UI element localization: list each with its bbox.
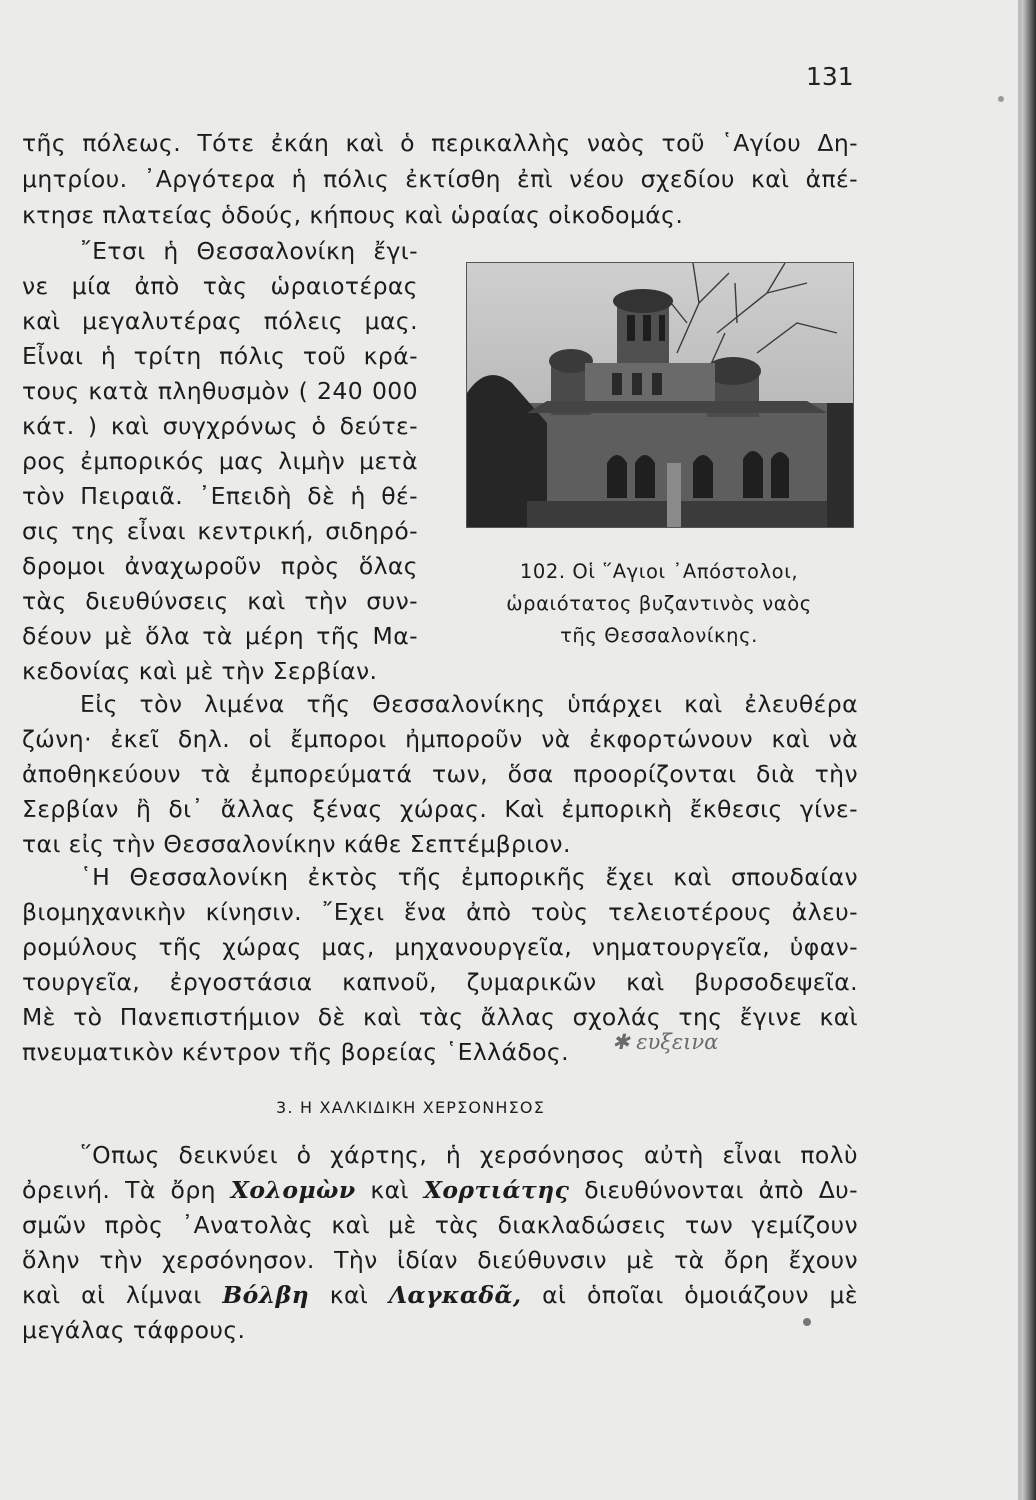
- text-run: καὶ: [329, 1281, 369, 1309]
- figure-caption: τῆς Θεσσαλονίκης.: [560, 624, 758, 647]
- text-line: καὶ μεγαλυτέρας πόλεις μας.: [22, 307, 418, 335]
- text-line: Εἶναι ἡ τρίτη πόλις τοῦ κρά-: [22, 342, 418, 370]
- text-line: τὸν Πειραιᾶ. ᾿Επειδὴ δὲ ἡ θέ-: [22, 482, 418, 510]
- text-line: ἀποθηκεύουν τὰ ἐμπορεύματά των, ὅσα προορίζονται διὰ τὴν: [22, 760, 858, 788]
- text-line: ῞Οπως δεικνύει ὁ χάρτης, ἡ χερσόνησος αὐτὴ εἶναι πολὺ: [80, 1141, 858, 1169]
- lake-name: Βόλβη: [222, 1281, 310, 1309]
- section-heading: 3. Η ΧΑΛΚΙΔΙΚΗ ΧΕΡΣΟΝΗΣΟΣ: [276, 1098, 546, 1117]
- text-line: τους κατὰ πληθυσμὸν ( 240 000: [22, 377, 418, 405]
- text-line: νε μία ἀπὸ τὰς ὡραιοτέρας: [22, 272, 418, 300]
- paper-speck: [998, 96, 1004, 102]
- church-photograph: [466, 262, 854, 528]
- text-line: ρος ἐμπορικός μας λιμὴν μετὰ: [22, 447, 418, 475]
- text-run: διευθύνονται ἀπὸ Δυ-: [584, 1176, 859, 1204]
- handwritten-note: ✱ ευξεινα: [612, 1030, 719, 1054]
- text-line: Εἰς τὸν λιμένα τῆς Θεσσαλονίκης ὑπάρχει καὶ ἐλευθέρα: [80, 690, 858, 718]
- text-run: καὶ αἱ λίμναι: [22, 1281, 202, 1309]
- text-line: κάτ. ) καὶ συγχρόνως ὁ δεύτε-: [22, 412, 418, 440]
- text-line: ῾Η Θεσσαλονίκη ἐκτὸς τῆς ἐμπορικῆς ἔχει καὶ σπουδαίαν: [80, 863, 858, 891]
- text-line: ρομύλους τῆς χώρας μας, μηχανουργεῖα, νηματουργεῖα, ὑφαν-: [22, 933, 858, 961]
- text-line: μητρίου. ᾿Αργότερα ἡ πόλις ἐκτίσθη ἐπὶ νέου σχεδίου καὶ ἀπέ-: [22, 165, 858, 193]
- text-line: [22, 1281, 859, 1309]
- mountain-name: Χολομὼν: [230, 1176, 356, 1204]
- text-line: ζώνη· ἐκεῖ δηλ. οἱ ἔμποροι ἠμποροῦν νὰ ἐκφορτώνουν καὶ νὰ: [22, 725, 858, 753]
- text-line: κεδονίας καὶ μὲ τὴν Σερβίαν.: [22, 657, 378, 685]
- text-line: Μὲ τὸ Πανεπιστήμιον δὲ καὶ τὰς ἄλλας σχολάς της ἔγινε καὶ: [22, 1003, 858, 1031]
- text-line: τουργεῖα, ἐργοστάσια καπνοῦ, ζυμαρικῶν καὶ βυρσοδεψεῖα.: [22, 968, 858, 996]
- figure-caption: 102. Οἱ ῞Αγιοι ᾿Απόστολοι,: [519, 560, 799, 583]
- lake-name: Λαγκαδᾶ,: [388, 1281, 522, 1309]
- text-run: αἱ ὁποῖαι ὁμοιάζουν μὲ: [542, 1281, 859, 1309]
- page-number: 131: [806, 62, 854, 91]
- text-line: ῎Ετσι ἡ Θεσσαλονίκη ἔγι-: [80, 237, 418, 265]
- text-line: κτησε πλατείας ὁδούς, κήπους καὶ ὡραίας οἰκοδομάς.: [22, 201, 684, 229]
- text-line: σμῶν πρὸς ᾿Ανατολὰς καὶ μὲ τὰς διακλαδώσεις των γεμίζουν: [22, 1211, 858, 1239]
- text-line: τῆς πόλεως. Τότε ἐκάη καὶ ὁ περικαλλὴς ναὸς τοῦ ῾Αγίου Δη-: [22, 129, 858, 157]
- text-line: δρομοι ἀναχωροῦν πρὸς ὅλας: [22, 552, 418, 580]
- text-line: σις της εἶναι κεντρική, σιδηρό-: [22, 517, 418, 545]
- text-run: ὀρεινή. Τὰ ὄρη: [22, 1176, 216, 1204]
- figure-caption: ὡραιότατος βυζαντινὸς ναὸς: [506, 592, 812, 615]
- text-line: τὰς διευθύνσεις καὶ τὴν συν-: [22, 587, 418, 615]
- text-line: ὅλην τὴν χερσόνησον. Τὴν ἰδίαν διεύθυνσιν μὲ τὰ ὄρη ἔχουν: [22, 1246, 858, 1274]
- text-line: ται εἰς τὴν Θεσσαλονίκην κάθε Σεπτέμβριον.: [22, 830, 571, 858]
- text-line: [22, 1176, 859, 1204]
- text-line: δέουν μὲ ὅλα τὰ μέρη τῆς Μα-: [22, 622, 418, 650]
- book-spine-edge: [1022, 0, 1036, 1500]
- text-run: καὶ: [370, 1176, 409, 1204]
- mountain-name: Χορτιάτης: [423, 1176, 570, 1204]
- text-line: Σερβίαν ἢ δι᾿ ἄλλας ξένας χώρας. Καὶ ἐμπορικὴ ἔκθεσις γίνε-: [22, 795, 858, 823]
- text-line: βιομηχανικὴν κίνησιν. ῎Εχει ἕνα ἀπὸ τοὺς τελειοτέρους ἀλευ-: [22, 898, 858, 926]
- text-line: μεγάλας τάφρους.: [22, 1316, 246, 1344]
- text-line: πνευματικὸν κέντρον τῆς βορείας ῾Ελλάδος.: [22, 1038, 569, 1066]
